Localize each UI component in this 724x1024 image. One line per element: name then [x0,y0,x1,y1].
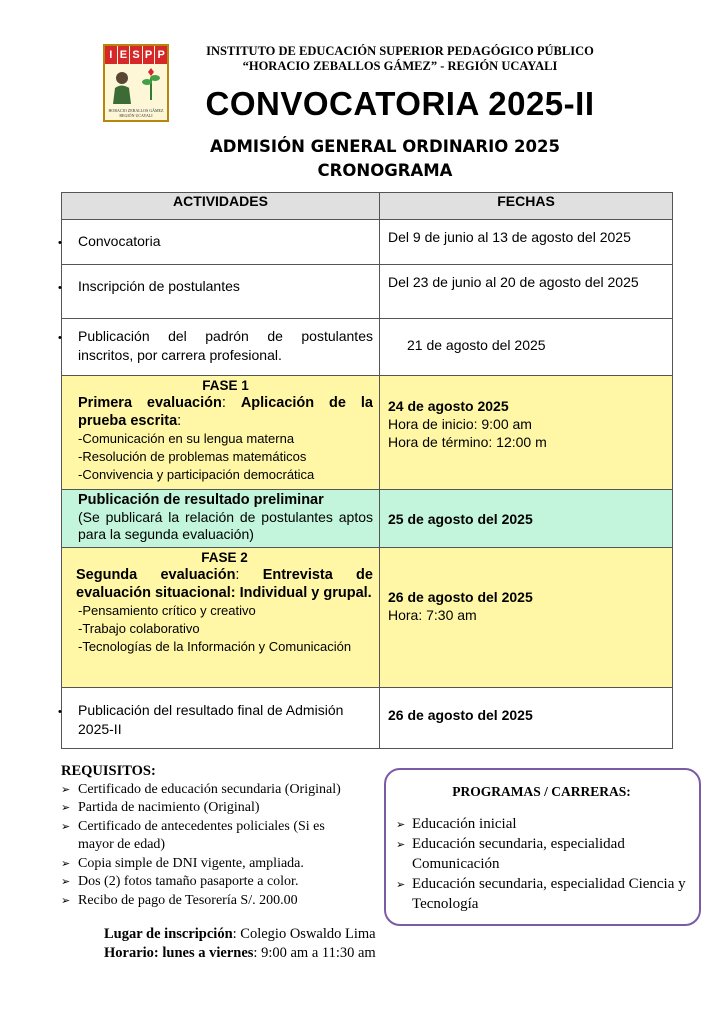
programs-title: PROGRAMAS / CARRERAS: [452,784,631,799]
plant-icon [141,68,161,100]
date-text: 26 de agosto del 2025 [388,589,533,605]
activity-cell [62,220,380,265]
activity-cell [62,265,380,319]
programs-box [384,768,701,926]
phase-label: FASE 2 [201,550,248,565]
phase-label: FASE 1 [202,378,249,393]
activity-cell [62,688,380,749]
list-item: -Convivencia y participación democrática [78,467,315,482]
date-cell [380,376,673,490]
table-row-preliminar [62,490,673,548]
date-text: 26 de agosto del 2025 [388,707,533,723]
table-row-fase1 [62,376,673,490]
institution-line2: “HORACIO ZEBALLOS GÁMEZ” - REGIÓN UCAYALI [242,59,558,73]
list-item: -Tecnologías de la Información y Comunicación [78,639,352,654]
registration-place: Lugar de inscripción: Colegio Oswaldo Lima [104,926,376,942]
footer-info [104,925,376,963]
portrait-icon [111,70,133,104]
column-header-activities: ACTIVIDADES [62,193,380,220]
activity-cell [62,319,380,376]
date-text: Del 9 de junio al 13 de agosto del 2025 [388,229,631,245]
date-cell [380,220,673,265]
activity-cell [62,376,380,490]
subtitle-cronograma: CRONOGRAMA [317,161,453,180]
list-item: ➢ Partida de nacimiento (Original) [61,799,381,818]
programs-list [396,814,687,914]
logo-letter: S [130,46,143,64]
list-item: ➢ Recibo de pago de Tesorería S/. 200.00 [61,892,381,911]
bullet-icon [68,278,78,294]
institution-logo [103,44,169,122]
activity-text: Convocatoria [78,233,161,249]
list-item: ➢ Educación inicial [396,814,687,834]
date-cell [380,319,673,376]
subtitle-admision: ADMISIÓN GENERAL ORDINARIO 2025 [210,137,560,156]
requirements-section [61,762,381,910]
requirements-list [61,781,381,911]
date-cell [380,548,673,688]
activity-text: Publicación del resultado final de Admisión 2025-II [78,702,344,737]
table-header-row [62,193,673,220]
list-item: ➢ Certificado de educación secundaria (Original) [61,781,381,800]
date-text: 21 de agosto del 2025 [407,337,546,353]
phase-title: Primera evaluación: Aplicación de la prueba escrita: [78,395,373,429]
logo-letter: P [155,46,167,64]
column-header-dates: FECHAS [380,193,673,220]
date-text: 25 de agosto del 2025 [388,511,533,527]
bullet-icon [68,702,78,718]
table-row-final [62,688,673,749]
list-item: -Resolución de problemas matemáticos [78,449,307,464]
table-row [62,319,673,376]
institution-line1: INSTITUTO DE EDUCACIÓN SUPERIOR PEDAGÓGICO PÚBLICO [206,44,594,58]
preliminar-note: (Se publicará la relación de postulantes aptos para la segunda evaluación) [78,509,373,542]
date-text: Del 23 de junio al 20 de agosto del 2025 [388,274,639,290]
table-row-fase2 [62,548,673,688]
bullet-icon [68,328,78,344]
logo-letters [105,46,167,64]
date-cell [380,490,673,548]
date-cell [380,265,673,319]
logo-caption: HORACIO ZEBALLOS GÁMEZ REGIÓN UCAYALI [108,108,164,118]
registration-schedule: Horario: lunes a viernes: 9:00 am a 11:30 am [104,945,376,961]
list-item: ➢ Educación secundaria, especialidad Comunicación [396,834,687,874]
phase-title: Segunda evaluación: Entrevista de evaluación situacional: Individual y grupal. [76,567,373,601]
list-item: -Comunicación en su lengua materna [78,431,295,446]
schedule-table [61,192,673,749]
time-text: Hora: 7:30 am [388,607,477,623]
date-cell [380,688,673,749]
logo-letter: I [105,46,118,64]
list-item: -Trabajo colaborativo [78,621,200,636]
activity-text: Publicación del padrón de postulantes inscritos, por carrera profesional. [78,328,373,363]
end-time: Hora de término: 12:00 m [388,434,547,450]
activity-cell [62,490,380,548]
date-text: 24 de agosto 2025 [388,398,509,414]
list-item: -Pensamiento crítico y creativo [78,603,256,618]
table-row [62,265,673,319]
logo-letter: P [143,46,156,64]
logo-emblem [105,64,167,120]
logo-letter: E [118,46,131,64]
activity-text: Inscripción de postulantes [78,278,240,294]
requirements-title: REQUISITOS: [61,763,156,779]
institution-name [180,44,620,74]
activity-cell [62,548,380,688]
start-time: Hora de inicio: 9:00 am [388,416,532,432]
list-item: ➢ Dos (2) fotos tamaño pasaporte a color. [61,873,381,892]
bullet-icon [68,233,78,249]
table-row [62,220,673,265]
page-title: CONVOCATORIA 2025-II [205,85,595,122]
list-item: ➢ Certificado de antecedentes policiales (Si es mayor de edad) [61,818,338,855]
preliminar-title: Publicación de resultado preliminar [78,492,324,508]
list-item: ➢ Copia simple de DNI vigente, ampliada. [61,855,381,874]
list-item: ➢ Educación secundaria, especialidad Ciencia y Tecnología [396,874,687,914]
